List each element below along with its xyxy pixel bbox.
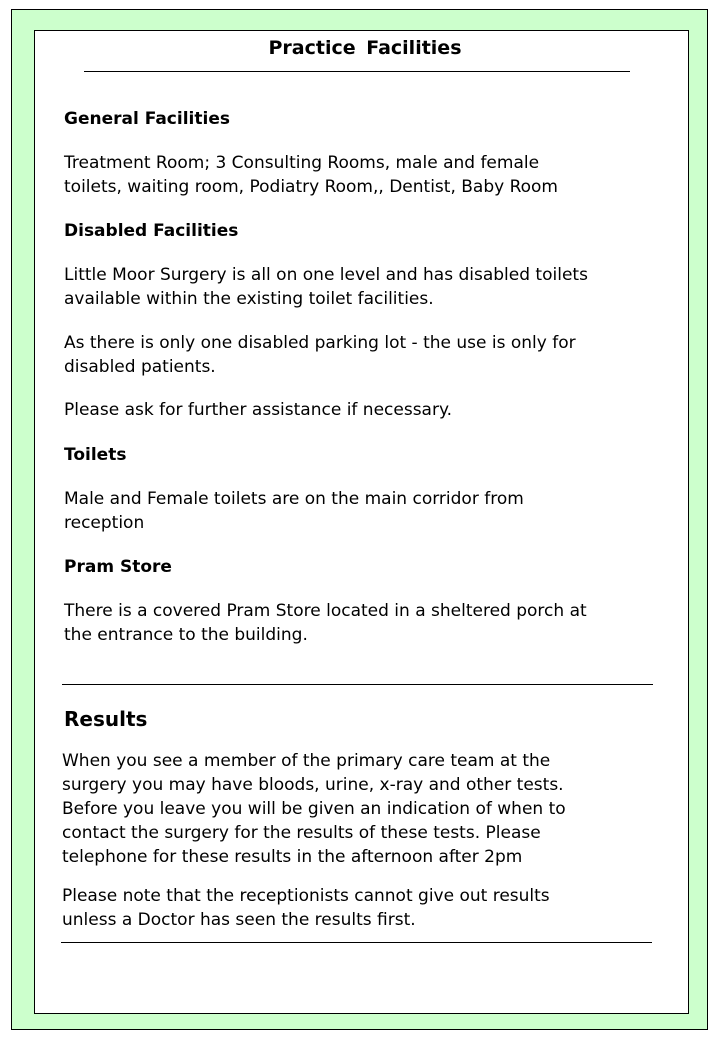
disabled-facilities-paragraph-2	[64, 331, 576, 379]
disabled-facilities-line: As there is only one disabled parking lot - the use is only for	[64, 333, 576, 353]
toilets-line: Male and Female toilets are on the main corridor from	[64, 489, 524, 509]
section-divider	[62, 684, 653, 685]
results-heading: Results	[64, 707, 148, 731]
results-line: contact the surgery for the results of these tests. Please	[62, 823, 541, 843]
pram-store-text	[64, 599, 587, 647]
title-divider	[84, 71, 630, 72]
disabled-facilities-paragraph-1	[64, 263, 588, 311]
results-paragraph-1	[62, 749, 566, 869]
results-paragraph-2	[62, 884, 550, 932]
general-facilities-heading: General Facilities	[64, 109, 230, 129]
toilets-line: reception	[64, 513, 145, 533]
results-line: surgery you may have bloods, urine, x-ray and other tests.	[62, 775, 564, 795]
results-line: Before you leave you will be given an indication of when to	[62, 799, 566, 819]
general-facilities-line: Treatment Room; 3 Consulting Rooms, male and female	[64, 153, 540, 173]
results-line: unless a Doctor has seen the results first.	[62, 910, 416, 930]
pram-store-heading: Pram Store	[64, 557, 172, 577]
disabled-facilities-paragraph-3	[64, 398, 452, 422]
disabled-facilities-line: Please ask for further assistance if necessary.	[64, 400, 453, 420]
toilets-text	[64, 487, 524, 535]
general-facilities-text	[64, 151, 558, 199]
results-line: telephone for these results in the afternoon after 2pm	[62, 847, 523, 867]
disabled-facilities-heading: Disabled Facilities	[64, 221, 239, 241]
toilets-heading: Toilets	[64, 445, 127, 465]
bottom-divider	[61, 942, 652, 943]
disabled-facilities-line: disabled patients.	[64, 357, 216, 377]
pram-store-line: the entrance to the building.	[64, 625, 308, 645]
disabled-facilities-line: available within the existing toilet facilities.	[64, 289, 434, 309]
disabled-facilities-line: Little Moor Surgery is all on one level and has disabled toilets	[64, 265, 588, 285]
page-title: Practice Facilities	[268, 37, 462, 59]
general-facilities-line: toilets, waiting room, Podiatry Room,, Dentist, Baby Room	[64, 177, 558, 197]
results-line: When you see a member of the primary care team at the	[62, 751, 551, 771]
results-line: Please note that the receptionists cannot give out results	[62, 886, 550, 906]
pram-store-line: There is a covered Pram Store located in a sheltered porch at	[64, 601, 587, 621]
